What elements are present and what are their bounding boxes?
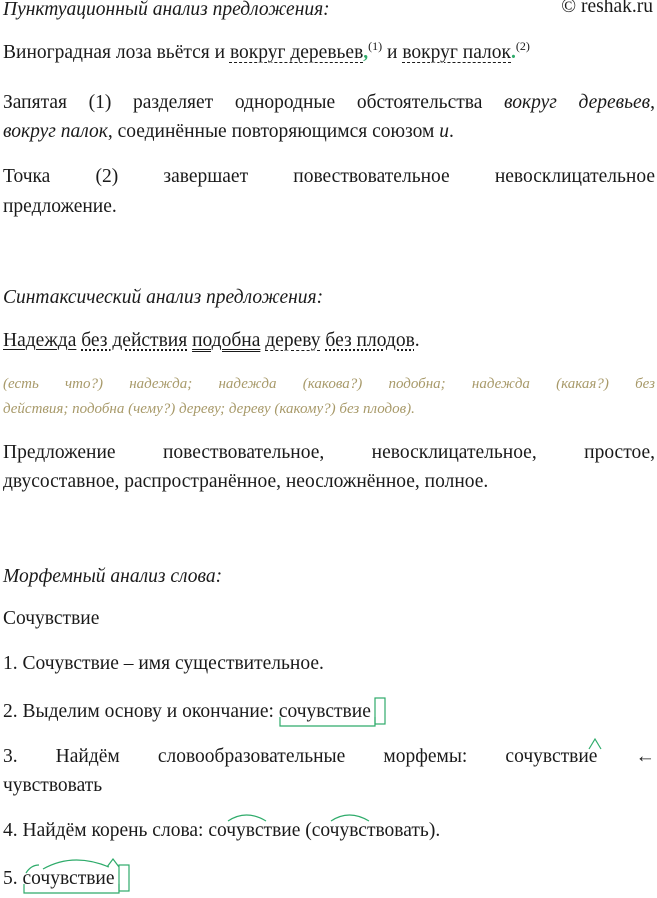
suffix-word: сочувствие: [505, 742, 597, 771]
site-watermark: © reshak.ru: [561, 0, 653, 17]
syntax-description-line-1: Предложение повествовательное, невосклицательное, простое,: [3, 442, 655, 463]
morpheme-heading: Морфемный анализ слова:: [3, 566, 223, 587]
morpheme-step-3-source: чувствовать: [3, 775, 103, 796]
ending: е: [362, 701, 371, 722]
full-morpheme-word: сочувствие: [23, 864, 115, 893]
punctuation-sentence: [3, 38, 655, 69]
syntax-description-line-2: двусоставное, распространённое, неосложнённое, полное.: [3, 471, 489, 492]
morpheme-step-5: 5. сочувствие: [3, 864, 655, 893]
comma-mark: ,: [363, 42, 369, 63]
adverbial-1: вокруг деревьев: [229, 42, 364, 63]
morpheme-step-4: 4. Найдём корень слова: сочувствие (сочувствовать ).: [3, 816, 655, 845]
syntax-sentence: Надежда без действия подобна дереву без плодов.: [3, 330, 420, 351]
stem: сочувстви: [278, 701, 363, 722]
syntax-questions-line-2: действия; подобна (чему?) дереву; дереву (какому?) без плодов).: [3, 401, 415, 417]
related-word: сочувствовать: [312, 816, 429, 845]
punctuation-heading: Пунктуационный анализ предложения:: [3, 0, 330, 20]
morpheme-step-3: 3. Найдём словообразовательные морфемы: сочувствие ←: [3, 742, 655, 771]
derivation-arrow: ←: [635, 746, 656, 767]
stem-ending-word: [279, 697, 371, 726]
syntax-heading: Синтаксический анализ предложения:: [3, 287, 324, 308]
comma-explanation-line-1: Запятая (1) разделяет однородные обстоятельства вокруг деревьев,: [3, 92, 655, 113]
syntax-questions-line-1: (есть что?) надежда; надежда (какова?) подобна; надежда (какая?) без: [3, 376, 655, 392]
adverbial-2: вокруг палок: [402, 42, 511, 63]
attribute-2: без плодов: [325, 330, 415, 351]
mark-number-1: (1): [368, 39, 383, 53]
subject: Надежда: [3, 330, 77, 351]
object: дереву: [265, 330, 321, 351]
predicate: подобна: [192, 330, 261, 351]
morpheme-step-1: 1. Сочувствие – имя существительное.: [3, 653, 324, 674]
morpheme-step-2: 2. Выделим основу и окончание: сочувствие: [3, 697, 655, 726]
comma-explanation-line-2: вокруг палок, соединённые повторяющимся союзом и.: [3, 121, 454, 142]
dot-explanation-line-2: предложение.: [3, 196, 117, 217]
mark-number-2: (2): [515, 39, 530, 53]
period-mark: .: [511, 42, 516, 63]
root-word: сочувствие: [208, 816, 300, 845]
attribute-1: без действия: [81, 330, 188, 351]
sentence-part: Виноградная лоза вьётся и: [3, 42, 230, 63]
morpheme-word: Сочувствие: [3, 608, 100, 629]
dot-explanation-line-1: Точка (2) завершает повествовательное невосклицательное: [3, 166, 655, 187]
conjunction: и: [382, 42, 403, 63]
